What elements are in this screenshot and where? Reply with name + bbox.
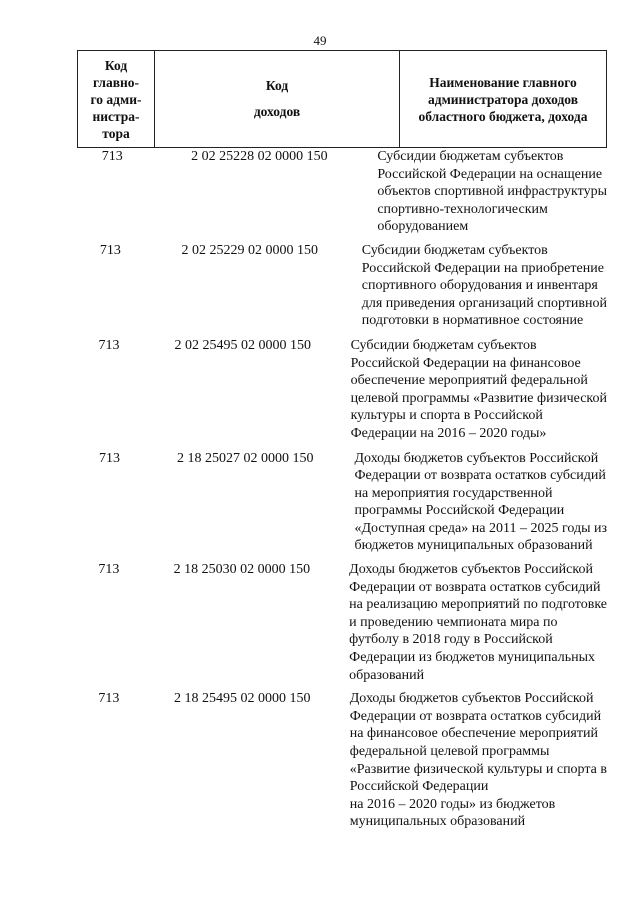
name-line: и проведению чемпионата мира по [349, 614, 558, 630]
name-line: Российской Федерации на оснащение [377, 166, 603, 182]
name-line: бюджетов муниципальных образований [354, 538, 593, 554]
header-admin-code: Код главно- го адми- нистра- тора [78, 51, 155, 147]
name-line: спортивно-технологическим [377, 201, 548, 217]
income-code-cell: 2 18 25027 02 0000 150 [176, 450, 314, 466]
name-line: Российской Федерации [349, 779, 489, 795]
name-cell [343, 561, 607, 684]
name-line: Субсидии бюджетам субъектов [350, 337, 537, 353]
name-line: для приведения организаций спортивной [361, 295, 607, 311]
name-line: «Доступная среда» на 2011 – 2025 годы из [354, 520, 607, 536]
name-cell [349, 450, 608, 556]
name-line: футболу в 2018 году в Российской [349, 632, 553, 648]
admin-code-cell: 713 [99, 242, 121, 258]
name-line: на финансовое обеспечение мероприятий [349, 726, 598, 742]
name-line: Доходы бюджетов субъектов Российской [349, 691, 594, 707]
income-code-cell: 2 02 25495 02 0000 150 [174, 337, 312, 353]
name-line: на 2016 – 2020 годы» из бюджетов [349, 796, 556, 812]
name-line: подготовки в нормативное состояние [361, 313, 584, 329]
name-line: Доходы бюджетов субъектов Российской [349, 562, 593, 578]
name-line: Российской Федерации на приобретение [361, 260, 604, 276]
name-line: на реализацию мероприятий по подготовке [349, 597, 607, 613]
income-code-cell: 2 18 25495 02 0000 150 [174, 691, 311, 707]
table-row [77, 337, 607, 443]
table-row [77, 148, 607, 236]
name-cell [345, 337, 607, 443]
admin-code-cell: 713 [101, 149, 123, 164]
name-line: оборудованием [377, 219, 469, 235]
table-row [77, 561, 607, 684]
header-name: Наименование главного администратора доходов областного бюджета, дохода [418, 74, 588, 124]
name-cell [371, 148, 607, 236]
table-row [77, 690, 607, 831]
name-line: Федерации от возврата остатков субсидий [354, 468, 606, 484]
name-line: Доходы бюджетов субъектов Российской [354, 450, 599, 466]
name-cell [356, 242, 607, 330]
header-income-code: Код доходов [155, 51, 400, 147]
name-line: образований [349, 667, 425, 683]
income-code-cell: 2 18 25030 02 0000 150 [173, 562, 311, 578]
income-code-cell: 2 02 25228 02 0000 150 [191, 149, 328, 164]
admin-code-cell: 713 [98, 337, 120, 353]
admin-code-cell: 713 [98, 562, 120, 578]
page-number: 49 [313, 33, 327, 48]
income-code-cell: 2 02 25229 02 0000 150 [181, 242, 318, 258]
name-line: Федерации из бюджетов муниципальных [349, 650, 595, 666]
table-row [77, 242, 607, 330]
name-line: Субсидии бюджетам субъектов [361, 242, 548, 258]
name-line: спортивного оборудования и инвентаря [361, 278, 598, 294]
name-line: целевой программы «Развитие физической [350, 390, 607, 406]
name-line: программы Российской Федерации [354, 503, 565, 519]
table-row [77, 450, 607, 556]
name-line: Федерации на 2016 – 2020 годы» [350, 425, 547, 441]
name-line: Федерации от возврата остатков субсидий [349, 708, 602, 724]
name-cell [344, 690, 607, 831]
name-line: на мероприятия государственной [354, 485, 553, 501]
table-header [77, 50, 607, 148]
name-line: Субсидии бюджетам субъектов [377, 149, 564, 164]
name-line: федеральной целевой программы [349, 744, 550, 759]
name-line: «Развитие физической культуры и спорта в [349, 761, 607, 777]
name-line: Федерации от возврата остатков субсидий [349, 579, 601, 595]
name-line: муниципальных образований [349, 814, 526, 830]
table-body [77, 148, 607, 831]
name-line: Российской Федерации на финансовое [350, 355, 581, 371]
name-line: объектов спортивной инфраструктуры [377, 184, 607, 200]
name-line: культуры и спорта в Российской [350, 408, 543, 424]
name-line: обеспечение мероприятий федеральной [350, 373, 588, 389]
admin-code-cell: 713 [98, 691, 120, 707]
admin-code-cell: 713 [98, 450, 120, 466]
